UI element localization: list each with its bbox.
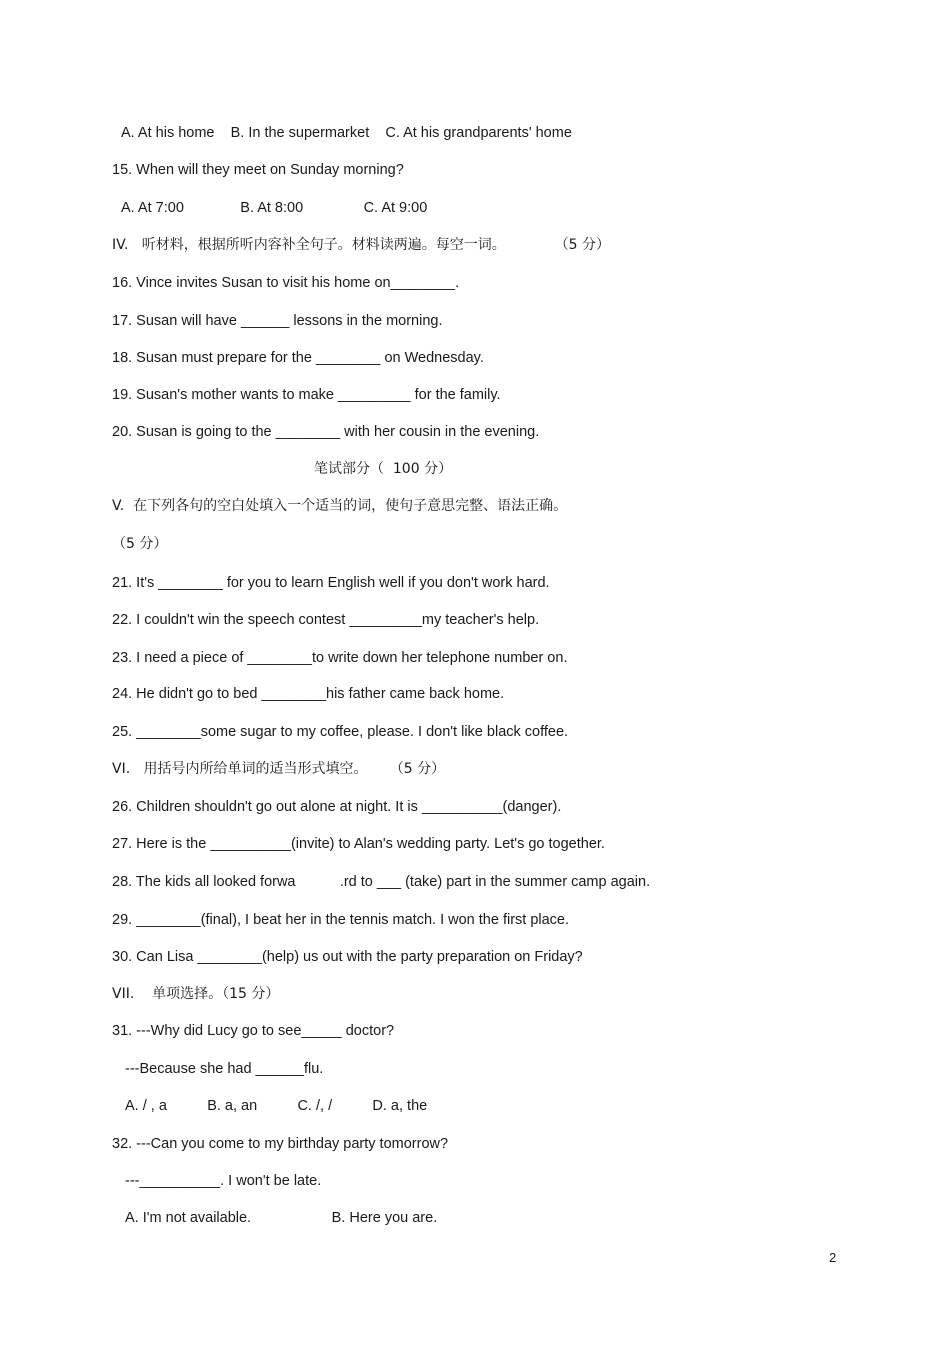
page-number: 2	[829, 1250, 837, 1265]
question-22: 22. I couldn't win the speech contest _________my teacher's help.	[112, 612, 540, 628]
question-20: 20. Susan is going to the ________ with her cousin in the evening.	[112, 424, 540, 440]
question-26: 26. Children shouldn't go out alone at night. It is __________(danger).	[112, 799, 562, 815]
question-18: 18. Susan must prepare for the ________ on Wednesday.	[112, 350, 484, 366]
q32-options: A. I'm not available. B. Here you are.	[125, 1210, 438, 1226]
section-v-score: （5 分）	[112, 536, 168, 552]
question-29: 29. ________(final), I beat her in the tennis match. I won the first place.	[112, 912, 570, 928]
question-27: 27. Here is the __________(invite) to Alan's wedding party. Let's go together.	[112, 836, 605, 852]
question-21: 21. It's ________ for you to learn English well if you don't work hard.	[112, 575, 550, 591]
question-28: 28. The kids all looked forwa .rd to ___ (take) part in the summer camp again.	[112, 874, 651, 890]
question-17: 17. Susan will have ______ lessons in the morning.	[112, 313, 443, 329]
section-vii-heading: VII. 单项选择。（15 分）	[112, 986, 280, 1002]
q31-options: A. / , a B. a, an C. /, / D. a, the	[125, 1098, 428, 1114]
question-15: 15. When will they meet on Sunday morning?	[112, 162, 404, 178]
section-v-heading: V. 在下列各句的空白处填入一个适当的词，使句子意思完整、语法正确。	[112, 498, 568, 514]
question-16: 16. Vince invites Susan to visit his home on________.	[112, 275, 460, 291]
section-vi-heading: VI. 用括号内所给单词的适当形式填空。 （5 分）	[112, 761, 446, 777]
q15-options: A. At 7:00 B. At 8:00 C. At 9:00	[121, 200, 428, 216]
question-30: 30. Can Lisa ________(help) us out with the party preparation on Friday?	[112, 949, 583, 965]
question-31: 31. ---Why did Lucy go to see_____ doctor?	[112, 1023, 395, 1039]
q14-options: A. At his home B. In the supermarket C. At his grandparents' home	[121, 125, 572, 141]
question-32: 32. ---Can you come to my birthday party tomorrow?	[112, 1136, 449, 1152]
question-25: 25. ________some sugar to my coffee, please. I don't like black coffee.	[112, 724, 569, 740]
question-19: 19. Susan's mother wants to make _________ for the family.	[112, 387, 501, 403]
section-iv-heading: IV. 听材料，根据所听内容补全句子。材料读两遍。每空一词。 （5 分）	[112, 237, 611, 253]
question-24: 24. He didn't go to bed ________his father came back home.	[112, 686, 505, 702]
written-part-heading: 笔试部分（ 100 分）	[314, 461, 453, 477]
q32-answer-line: ---__________. I won't be late.	[125, 1173, 322, 1189]
q31-answer-line: ---Because she had ______flu.	[125, 1061, 324, 1077]
question-23: 23. I need a piece of ________to write down her telephone number on.	[112, 650, 568, 666]
